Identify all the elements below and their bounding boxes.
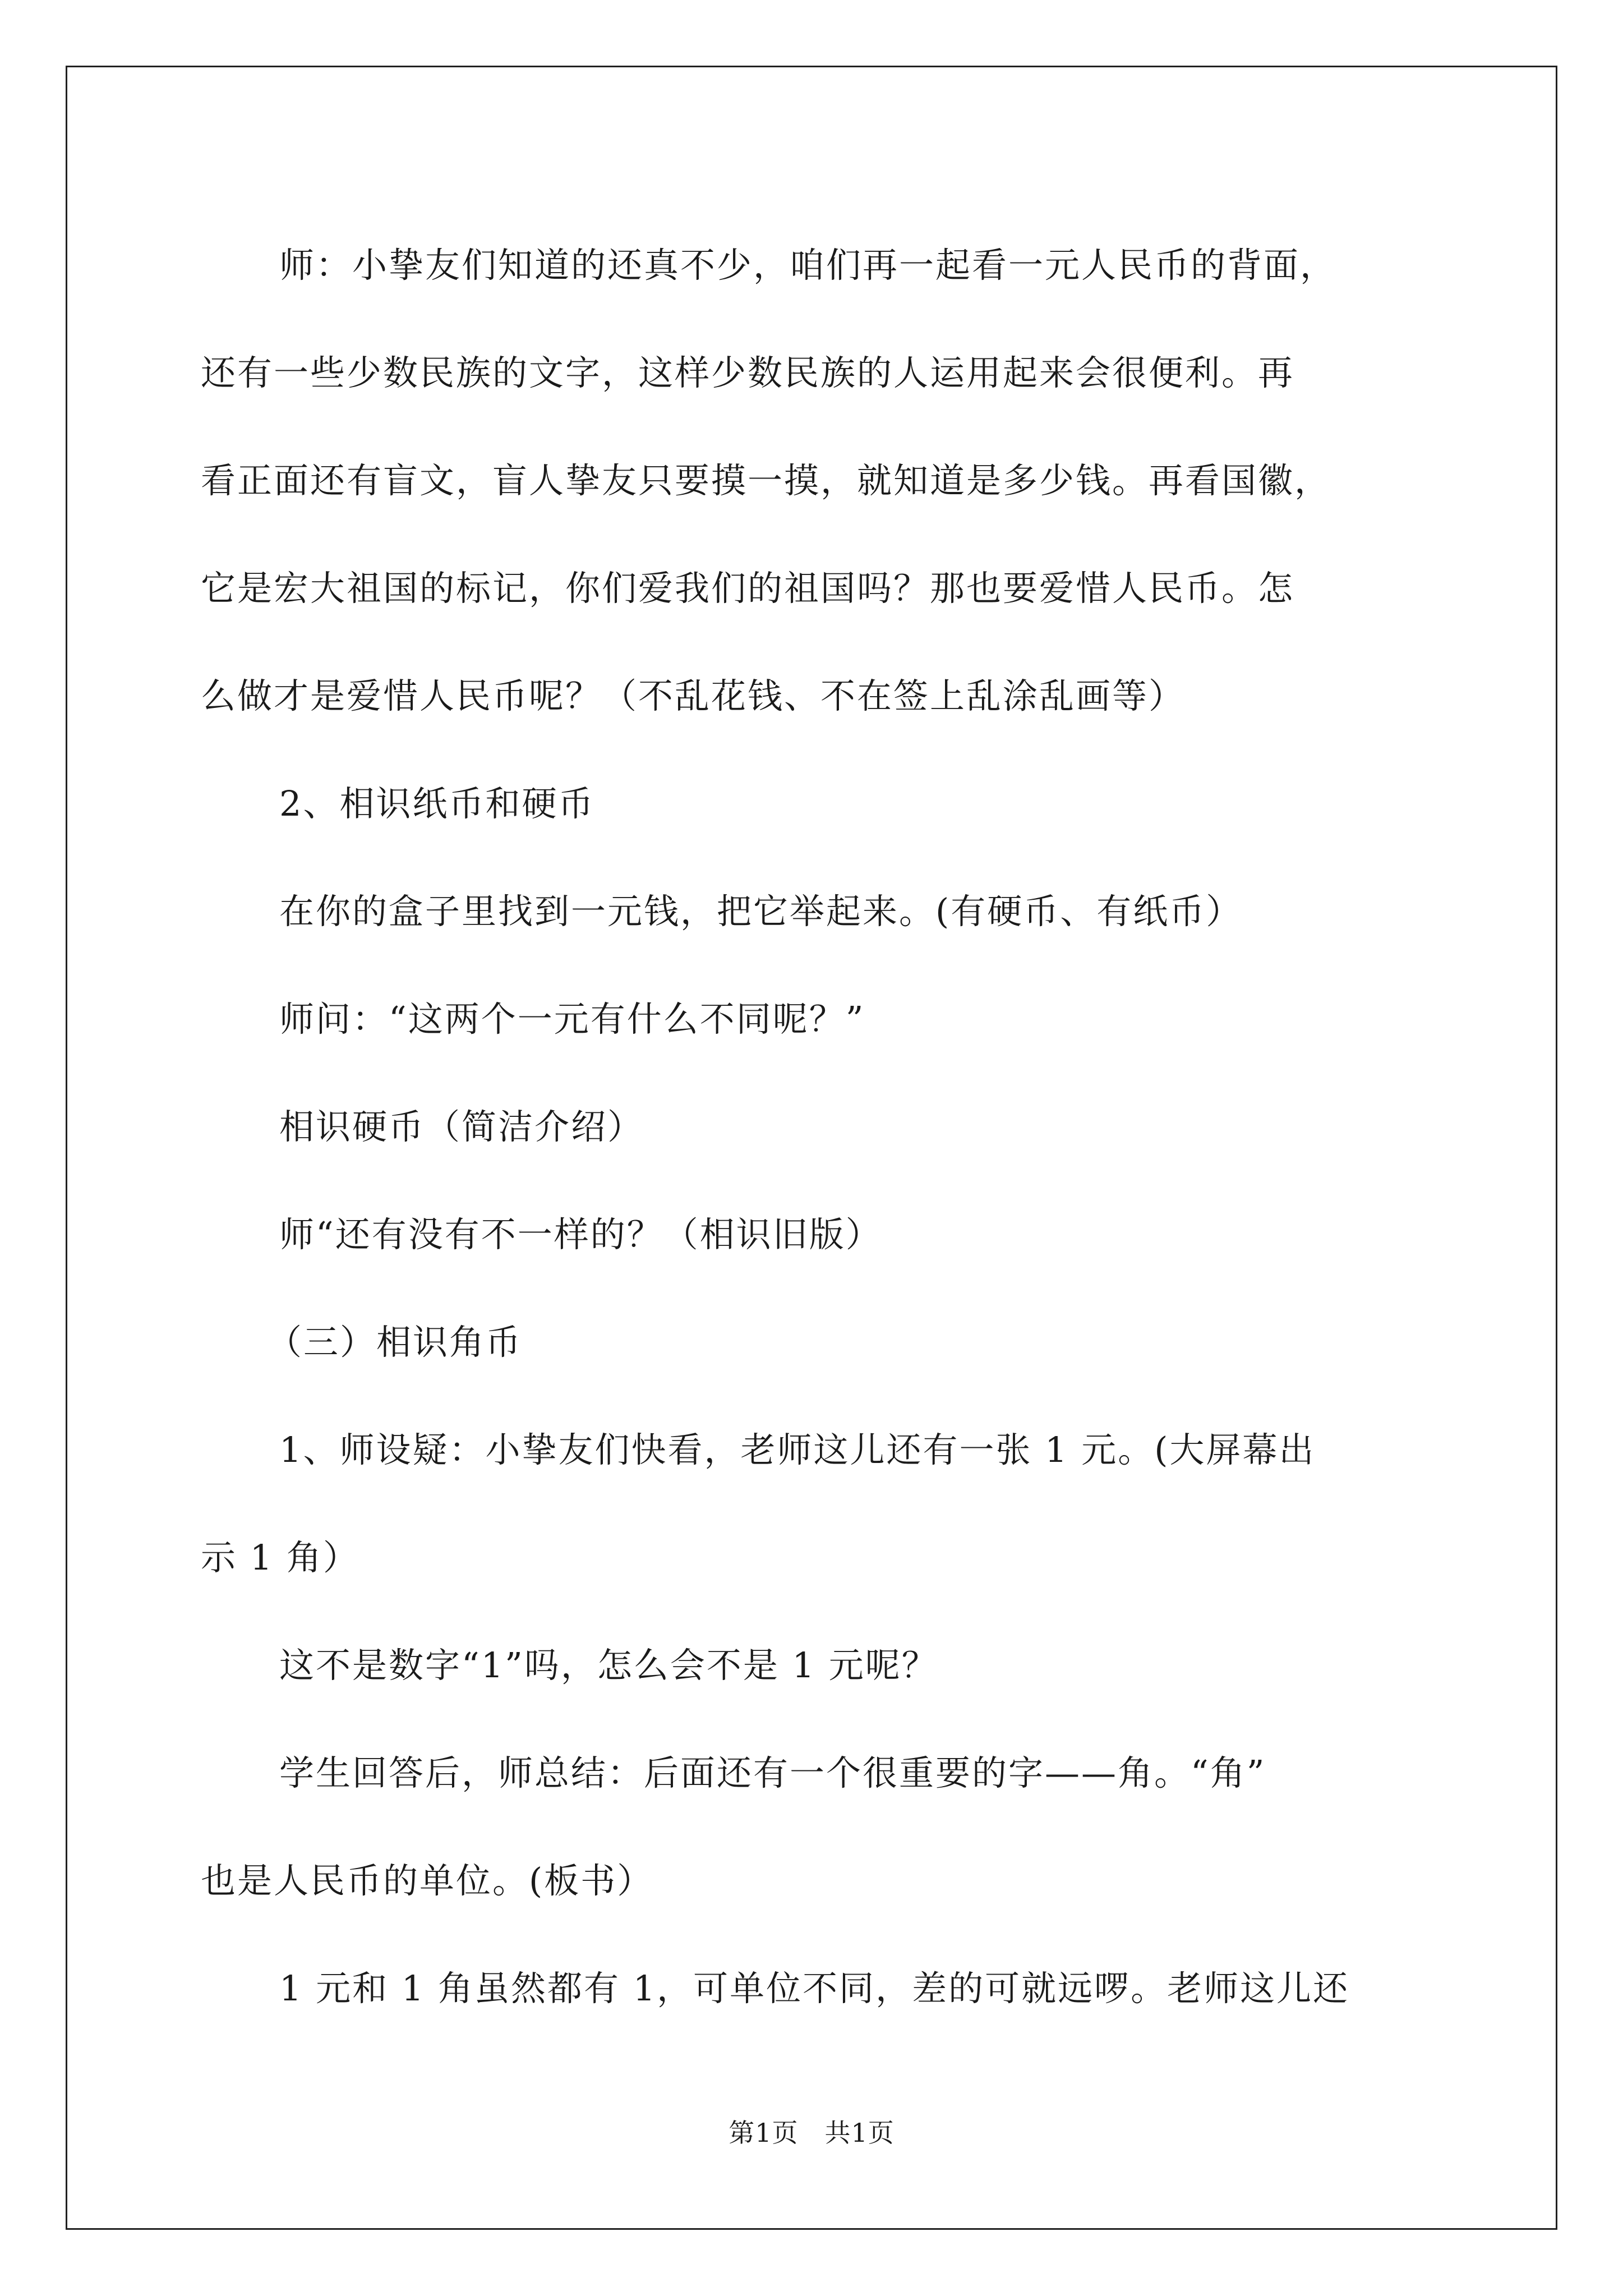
- paragraph-10: [201, 1719, 1435, 1935]
- paragraph-8: [201, 1396, 1435, 1612]
- section-heading: （三）相识角币: [267, 1322, 523, 1363]
- paragraph-7: [201, 1289, 1435, 1396]
- paragraph-11: [201, 1935, 1435, 2042]
- text-line: 1、师设疑：小挚友们快看，老师这儿还有一张 1 元。(大屏幕出: [279, 1429, 1316, 1470]
- page-number-label: 第1页 共1页: [728, 2118, 895, 2148]
- section-heading: 2、相识纸币和硬币: [279, 783, 595, 824]
- text-line: 师：小挚友们知道的还真不少，咱们再一起看一元人民币的背面，: [279, 245, 1337, 286]
- text-line: 在你的盒子里找到一元钱，把它举起来。(有硬币、有纸币）: [279, 891, 1243, 932]
- text-line: 这不是数字“1”吗，怎么会不是 1 元呢？: [279, 1645, 938, 1686]
- paragraph-2: [201, 750, 1435, 858]
- text-line: 相识硬币（简洁介绍）: [279, 1106, 644, 1147]
- page-footer: [0, 2116, 1623, 2150]
- paragraph-4: [201, 965, 1435, 1073]
- text-line: 师“还有没有不一样的？（相识旧版）: [279, 1214, 882, 1255]
- text-line: 示 1 角）: [201, 1537, 359, 1578]
- paragraph-9: [201, 1612, 1435, 1719]
- text-line: 看正面还有盲文，盲人挚友只要摸一摸，就知道是多少钱。再看国徽，: [201, 460, 1331, 501]
- paragraph-3: [201, 858, 1435, 965]
- document-body: [201, 211, 1435, 2042]
- paragraph-6: [201, 1181, 1435, 1289]
- text-line: 1 元和 1 角虽然都有 1，可单位不同，差的可就远啰。老师这儿还: [279, 1968, 1350, 2009]
- text-line: 么做才是爱惜人民币呢？（不乱花钱、不在签上乱涂乱画等）: [201, 675, 1186, 716]
- text-line: 学生回答后，师总结：后面还有一个很重要的字——角。“角”: [279, 1752, 1266, 1793]
- text-line: 也是人民币的单位。(板书）: [201, 1860, 654, 1901]
- paragraph-1: [201, 211, 1435, 750]
- text-line: 它是宏大祖国的标记，你们爱我们的祖国吗？那也要爱惜人民币。怎: [201, 568, 1295, 609]
- paragraph-5: [201, 1073, 1435, 1181]
- text-line: 还有一些少数民族的文字，这样少数民族的人运用起来会很便利。再: [201, 352, 1295, 393]
- text-line: 师问：“这两个一元有什么不同呢？”: [279, 999, 865, 1039]
